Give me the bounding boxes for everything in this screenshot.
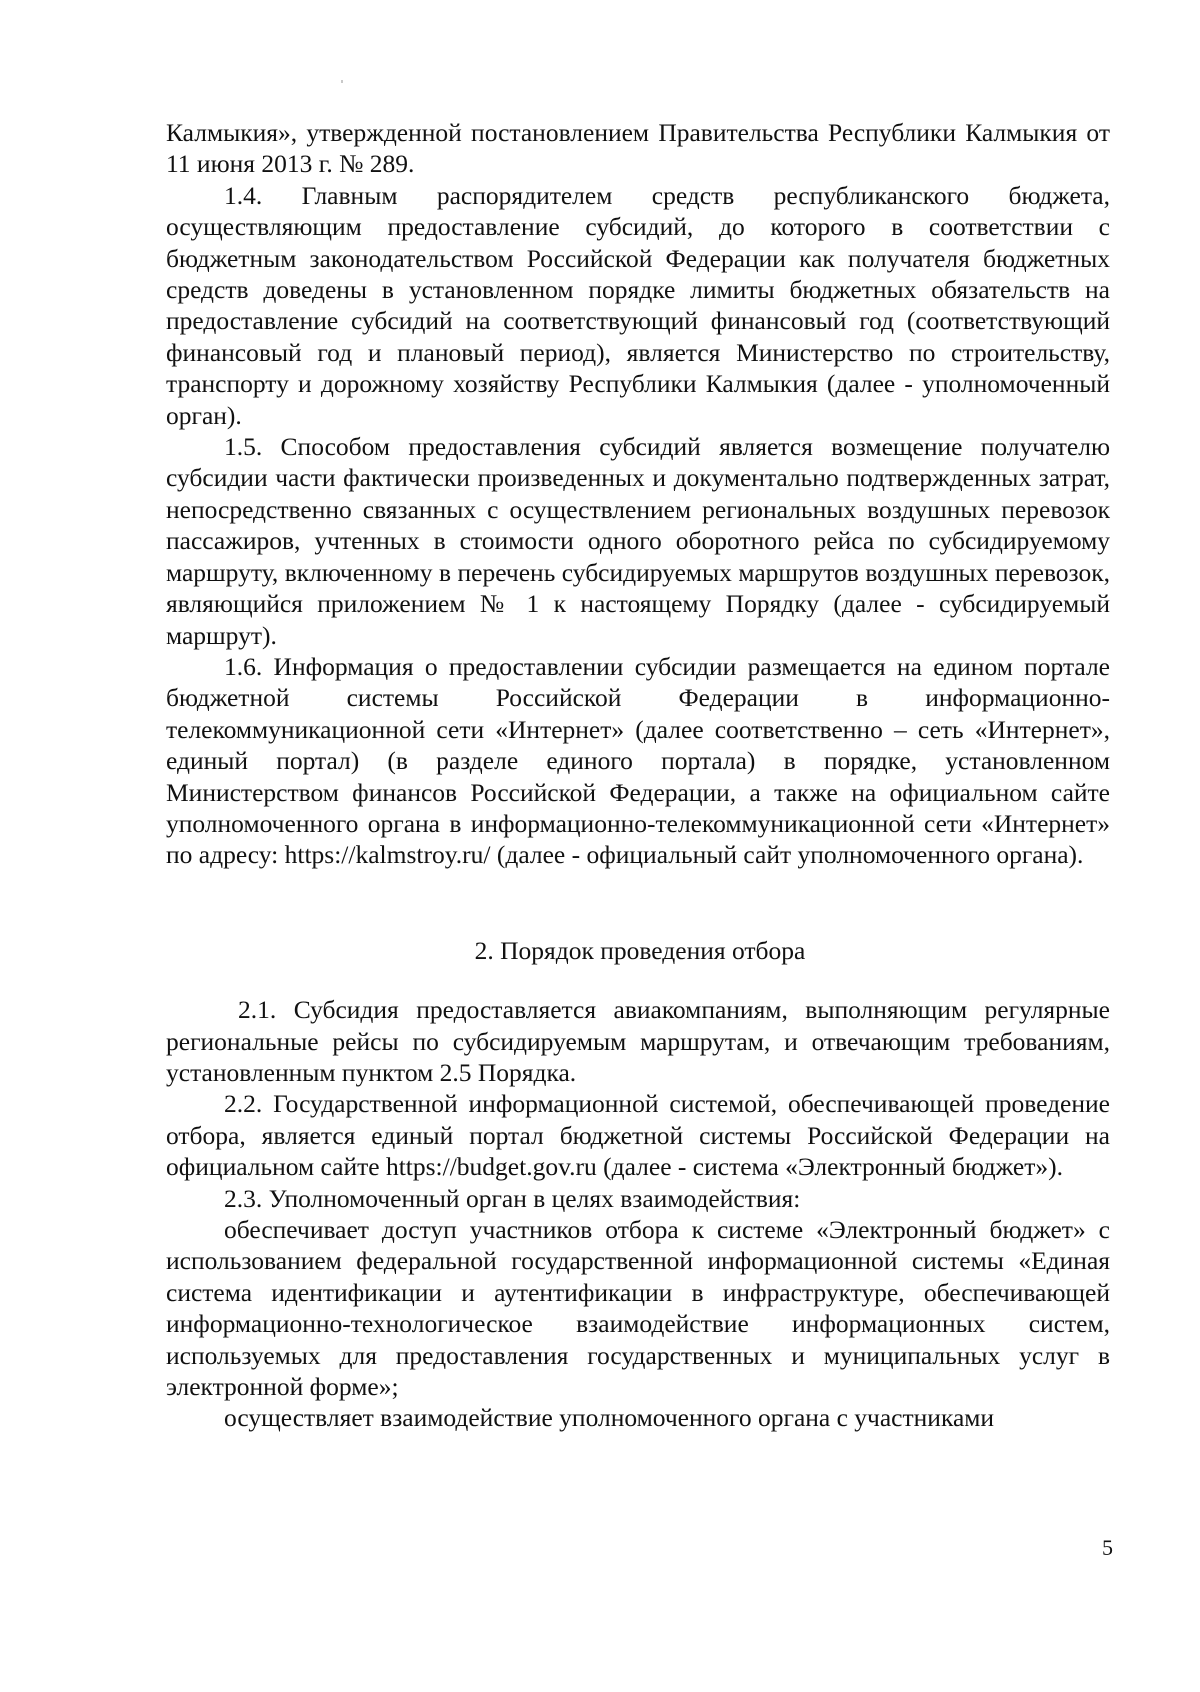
scan-speck <box>341 80 343 83</box>
paragraph-1-6: 1.6. Информация о предоставлении субсидии размещается на едином портале бюджетной системы Российской Федерации в информационно-телекоммуникационной сети «Интернет» (далее соответственно – сеть «Интернет», единый портал) (в разделе единого портала) в порядке, установленном Министерством финансов Российской Федерации, а также на официальном сайте уполномоченного органа в информационно-телекоммуникационной сети «Интернет» по адресу: https://kalmstroy.ru/ (далее - официальный сайт уполномоченного органа). <box>166 651 1110 870</box>
paragraph-interaction: осуществляет взаимодействие уполномоченного органа с участниками <box>224 1403 995 1433</box>
section-heading: 2. Порядок проведения отбора <box>474 935 806 965</box>
page-number: 5 <box>1102 1535 1113 1560</box>
document-body <box>166 117 1110 1434</box>
paragraph-1-4: 1.4. Главным распорядителем средств республиканского бюджета, осуществляющим предоставление субсидий, до которого в соответствии с бюджетным законодательством Российской Федерации как получателя бюджетных средств доведены в установленном порядке лимиты бюджетных обязательств на предоставление субсидий на соответствующий финансовый год (соответствующий финансовый год и плановый период), является Министерство по строительству, транспорту и дорожному хозяйству Республики Калмыкия (далее - уполномоченный орган). <box>166 180 1110 430</box>
paragraph-2-1: 2.1. Субсидия предоставляется авиакомпаниям, выполняющим регулярные региональные рейсы по субсидируемым маршрутам, и отвечающим требованиям, установленным пунктом 2.5 Порядка. <box>166 995 1110 1087</box>
paragraph-2-2: 2.2. Государственной информационной системой, обеспечивающей проведение отбора, является единый портал бюджетной системы Российской Федерации на официальном сайте https://budget.gov.ru (далее - система «Электронный бюджет»). <box>166 1089 1110 1182</box>
paragraph-continuation: Калмыкия», утвержденной постановлением Правительства Республики Калмыкия от 11 июня 2013 г. № 289. <box>166 118 1110 179</box>
paragraph-1-5: 1.5. Способом предоставления субсидий является возмещение получателю субсидии части фактически произведенных и документально подтвержденных затрат, непосредственно связанных с осуществлением региональных воздушных перевозок пассажиров, учтенных в стоимости одного оборотного рейса по субсидируемому маршруту, включенному в перечень субсидируемых маршрутов воздушных перевозок, являющийся приложением № 1 к настоящему Порядку (далее - субсидируемый маршрут). <box>166 432 1110 650</box>
paragraph-2-3: 2.3. Уполномоченный орган в целях взаимодействия: <box>224 1183 801 1213</box>
paragraph-access: обеспечивает доступ участников отбора к системе «Электронный бюджет» с использованием федеральной государственной информационной системы «Единая система идентификации и аутентификации в инфраструктуре, обеспечивающей информационно-технологическое взаимодействие информационных систем, используемых для предоставления государственных и муниципальных услуг в электронной форме»; <box>166 1215 1110 1402</box>
